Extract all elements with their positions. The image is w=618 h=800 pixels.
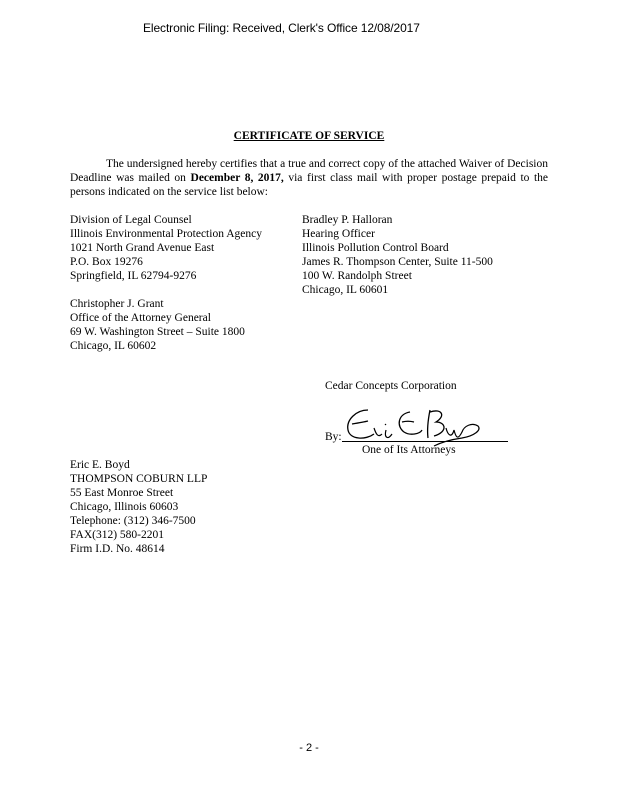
page-number: - 2 - (299, 742, 319, 754)
service-address-epa (70, 213, 262, 283)
document-title: CERTIFICATE OF SERVICE (233, 130, 385, 142)
service-address-attorney-general (70, 297, 245, 353)
firm-id: Firm I.D. No. 48614 (70, 543, 165, 555)
signatory-role: One of Its Attorneys (362, 444, 456, 456)
address-line: James R. Thompson Center, Suite 11-500 (302, 256, 493, 268)
address-line: Chicago, IL 60601 (302, 284, 389, 296)
certification-paragraph (70, 157, 548, 199)
address-line: Springfield, IL 62794-9276 (70, 270, 197, 282)
address-line: Hearing Officer (302, 228, 375, 240)
address-line: 100 W. Randolph Street (302, 270, 412, 282)
intro-text-part2: via first class mail with proper postage prepaid to the persons indicated on the service list below: (70, 172, 549, 198)
firm-telephone: Telephone: (312) 346-7500 (70, 515, 196, 527)
firm-city: Chicago, Illinois 60603 (70, 501, 179, 513)
address-line: 1021 North Grand Avenue East (70, 242, 215, 254)
address-line: Division of Legal Counsel (70, 214, 192, 226)
address-line: Office of the Attorney General (70, 312, 211, 324)
law-firm-name: THOMPSON COBURN LLP (70, 473, 208, 485)
firm-street: 55 East Monroe Street (70, 487, 174, 499)
attorney-contact-block (70, 458, 207, 556)
intro-text-part1: The undersigned hereby certifies that a true and correct copy of the attached Waiver of Decision Deadline was mailed on (70, 158, 548, 184)
firm-fax: FAX(312) 580-2201 (70, 529, 165, 541)
address-line: Chicago, IL 60602 (70, 340, 157, 352)
company-name: Cedar Concepts Corporation (325, 380, 457, 392)
service-address-hearing-officer (302, 213, 493, 297)
address-line: Christopher J. Grant (70, 298, 164, 310)
address-line: Bradley P. Halloran (302, 214, 393, 226)
attorney-name: Eric E. Boyd (70, 459, 130, 471)
address-line: P.O. Box 19276 (70, 256, 143, 268)
filing-stamp-header: Electronic Filing: Received, Clerk's Office 12/08/2017 (143, 21, 420, 35)
by-label: By: (325, 431, 342, 443)
address-line: Illinois Environmental Protection Agency (70, 228, 262, 240)
mailing-date: December 8, 2017, (190, 172, 284, 184)
address-line: Illinois Pollution Control Board (302, 242, 449, 254)
signature-line (342, 441, 508, 442)
address-line: 69 W. Washington Street – Suite 1800 (70, 326, 245, 338)
